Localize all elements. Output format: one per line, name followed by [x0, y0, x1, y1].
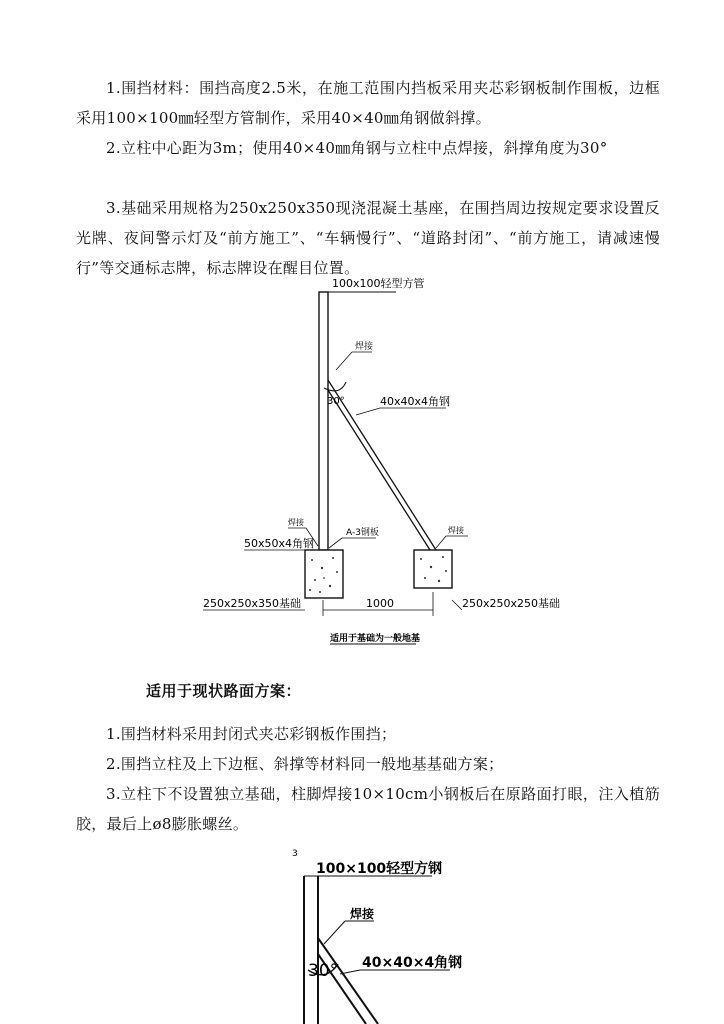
label-angle-2: 30° — [308, 961, 339, 981]
foundation-left — [305, 550, 343, 598]
angle-brace-2 — [318, 938, 378, 1024]
label-weld-2: 焊接 — [350, 907, 375, 921]
page-number: 3 — [292, 849, 298, 859]
paragraph-road-anchor: 3.立柱下不设置独立基础，柱脚焊接10×10cm小钢板后在原路面打眼，注入植筋胶，最后上ø8膨胀螺丝。 — [76, 785, 660, 833]
heading-road-surface: 适用于现状路面方案： — [146, 682, 302, 700]
paragraph-road-frame: 2.围挡立柱及上下边框、斜撑等材料同一般地基基础方案； — [106, 755, 504, 773]
label-column-spec: 100x100轻型方管 — [332, 277, 425, 290]
label-brace-spec: 40x40x4角钢 — [380, 395, 451, 408]
label-weld-right: 焊接 — [448, 526, 464, 535]
paragraph-foundation: 3.基础采用规格为250x250x350现浇混凝土基座，在围挡周边按规定要求设置反光牌、夜间警示灯及“前方施工”、“车辆慢行”、“道路封闭”、“前方施工，请减速慢行”等交通标志牌，标志牌设在醒目位置。 — [76, 199, 660, 277]
steel-column — [319, 292, 328, 550]
paragraph-road-material: 1.围挡材料采用封闭式夹芯彩钢板作围挡； — [106, 725, 397, 743]
diagram-road-surface — [0, 846, 724, 1024]
diagram-general-foundation — [0, 270, 724, 660]
label-column-spec-2: 100×100轻型方钢 — [316, 861, 443, 877]
paragraph-material: 1.围挡材料：围挡高度2.5米，在施工范围内挡板采用夹芯彩钢板制作围板，边框采用100×100㎜轻型方管制作，采用40×40㎜角钢做斜撑。 — [76, 79, 660, 127]
label-angle: 30° — [327, 396, 345, 407]
foundation-right — [414, 550, 452, 588]
label-weld-left: 焊接 — [288, 518, 304, 527]
label-spacing: 1000 — [366, 597, 394, 610]
label-brace-spec-2: 40×40×4角钢 — [362, 955, 463, 971]
label-anchor-plate: A-3钢板 — [346, 528, 379, 538]
label-base-right: 250x250x250基础 — [462, 597, 561, 610]
label-base-left: 250x250x350基础 — [203, 597, 302, 610]
diagram-caption: 适用于基础为一般地基 — [330, 634, 421, 644]
label-angle-steel: 50x50x4角钢 — [244, 537, 315, 550]
label-weld: 焊接 — [355, 342, 374, 352]
paragraph-column-spacing: 2.立柱中心距为3m；使用40×40㎜角钢与立柱中点焊接，斜撑角度为30° — [106, 139, 608, 157]
